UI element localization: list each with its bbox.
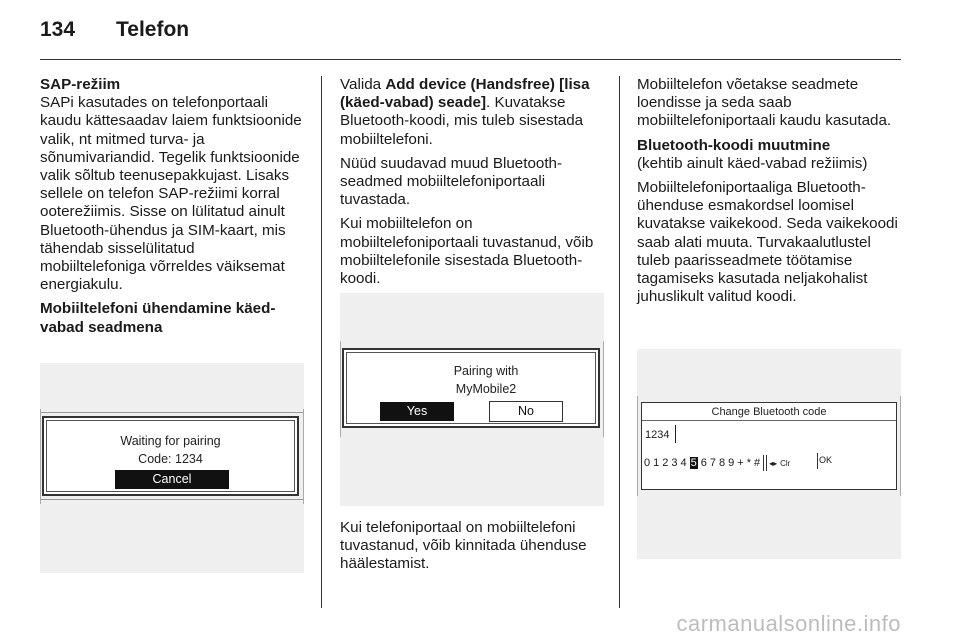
enter-code-paragraph: Kui mobiiltelefon on mobiiltelefoniportaali tuvastanud, võib mobiiltelefonile sisestada Bluetooth-koodi. xyxy=(340,215,594,288)
key[interactable]: 8 xyxy=(719,457,726,469)
key[interactable]: 9 xyxy=(728,457,735,469)
display-screen xyxy=(641,402,897,490)
frame-tick xyxy=(340,341,341,437)
page-header xyxy=(40,18,189,48)
key[interactable]: 2 xyxy=(662,457,669,469)
frame-tick xyxy=(303,409,304,504)
key[interactable]: 4 xyxy=(680,457,687,469)
header-rule xyxy=(40,59,901,60)
change-code-heading: Bluetooth-koodi muutmine xyxy=(637,136,831,154)
column-divider-1 xyxy=(321,76,322,608)
key[interactable]: 1 xyxy=(653,457,660,469)
ok-key[interactable]: OK xyxy=(819,455,833,465)
key[interactable]: * xyxy=(746,457,751,469)
device-name-text: MyMobile2 xyxy=(455,382,517,396)
frame-tick xyxy=(900,396,901,496)
figure-waiting-for-pairing xyxy=(40,363,304,573)
entered-code: 1234 xyxy=(645,429,670,441)
menu-item-reference: Add device (Handsfree) [lisa (käed-vabad) seade] xyxy=(340,76,590,112)
column-2-lower xyxy=(340,519,604,580)
selected-key[interactable]: 5 xyxy=(690,457,697,469)
figure-pairing-with xyxy=(340,293,604,506)
screen-divider xyxy=(642,420,896,421)
text-run: . Kuvatakse Bluetooth-koodi, mis tuleb sisestada mobiiltelefoni. xyxy=(340,94,584,148)
frame-tick xyxy=(40,409,41,504)
pairing-with-text: Pairing with xyxy=(453,364,519,378)
no-button[interactable]: No xyxy=(489,401,563,422)
key-divider xyxy=(817,453,818,469)
key-divider xyxy=(766,455,767,471)
key[interactable]: 0 xyxy=(644,457,651,469)
display-screen xyxy=(42,416,299,496)
key[interactable]: # xyxy=(753,457,761,469)
text-run: Valida xyxy=(340,76,386,93)
column-3 xyxy=(637,76,901,312)
clear-key[interactable]: Clr xyxy=(780,458,791,468)
display-screen xyxy=(342,348,600,428)
key[interactable]: 3 xyxy=(671,457,678,469)
handsfree-note: (kehtib ainult käed-vabad režiimis) xyxy=(637,154,868,172)
frame-tick xyxy=(637,396,638,496)
confirm-paragraph: Kui telefoniportaal on mobiiltelefoni tuvastanud, võib kinnitada ühenduse häälestamist. xyxy=(340,519,587,573)
page-title: Telefon xyxy=(116,18,190,41)
digit-keypad xyxy=(644,455,793,471)
sap-heading: SAP-režiim xyxy=(40,76,121,93)
add-device-paragraph xyxy=(340,76,604,149)
text-cursor xyxy=(675,425,676,443)
frame-tick xyxy=(603,341,604,437)
device-list-paragraph: Mobiiltelefon võetakse seadmete loendisse ja seda saab mobiiltelefoniportaali kaudu kasutada. xyxy=(637,76,892,130)
figure-change-bluetooth-code xyxy=(637,349,901,559)
cancel-button[interactable]: Cancel xyxy=(115,470,229,489)
page-number: 134 xyxy=(40,18,76,41)
waiting-text: Waiting for pairing xyxy=(120,434,221,448)
sap-paragraph: SAPi kasutades on telefonportaali kaudu kättesaadav laiem funktsioonide valik, nt mitmed turva- ja sõnumivariandid. Tegelik funktsioonide valik sõltub teenusepakkujast. Lisaks sellele on telefon SAP-režiimi korral ooterežiimis. Sisse on lülitatud ainult Bluetooth-ühendus ja SIM-kaart, mis tähendab sisselülitatud mobiiltelefoniga võrreldes väiksemat energiakulu. xyxy=(40,94,302,294)
watermark: carmanualsonline.info xyxy=(676,611,901,636)
code-text: Code: 1234 xyxy=(138,452,203,466)
detect-paragraph: Nüüd suudavad muud Bluetooth-seadmed mobiiltelefoniportaali tuvastada. xyxy=(340,154,563,209)
column-1 xyxy=(40,76,304,337)
yes-button[interactable]: Yes xyxy=(380,402,454,421)
key[interactable]: 6 xyxy=(700,457,707,469)
column-divider-2 xyxy=(619,76,620,608)
screen-title: Change Bluetooth code xyxy=(711,406,827,418)
key-divider xyxy=(763,455,764,471)
connect-heading: Mobiiltelefoni ühendamine käed-vabad seadmena xyxy=(40,300,276,336)
key[interactable]: 7 xyxy=(709,457,716,469)
default-code-paragraph: Mobiiltelefoniportaaliga Bluetooth-ühenduse esmakordsel loomisel kuvatakse vaikekood. Seda vaikekoodi saab alati muuta. Turvakaalutlustel tuleb paarisseadmete töötamise tagamiseks kasutada neljakohalist juhuslikult valitud koodi. xyxy=(637,179,898,306)
column-2 xyxy=(340,76,604,294)
backspace-icon[interactable]: ◂▸ xyxy=(769,458,778,468)
key[interactable]: + xyxy=(737,457,744,469)
